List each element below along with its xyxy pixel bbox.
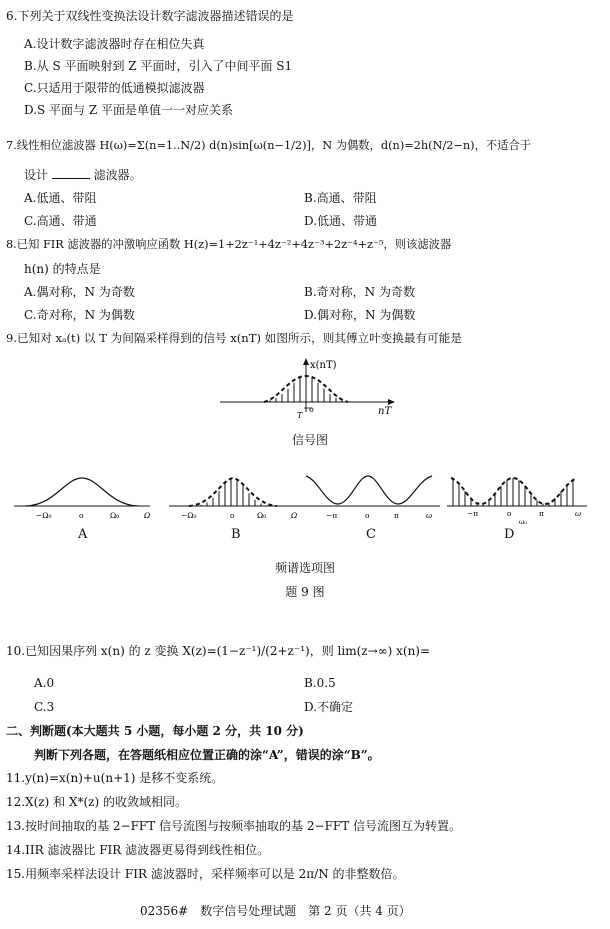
spectrum-b-label: B <box>231 527 241 542</box>
spectrum-a-curve <box>26 478 138 506</box>
q10-option-c: C.3 <box>34 700 55 714</box>
spectrum-d <box>443 470 593 528</box>
signal-origin: o <box>309 405 314 414</box>
q14: 14.IIR 滤波器比 FIR 滤波器更易得到线性相位。 <box>6 843 270 857</box>
q7-option-a: A.低通、带阻 <box>24 191 97 205</box>
signal-figure <box>220 352 400 422</box>
spectrum-d-envelope <box>451 478 577 504</box>
q11: 11.y(n)=x(n)+u(n+1) 是移不变系统。 <box>6 771 224 785</box>
spectrum-d-tick-pos: π <box>539 509 544 518</box>
spectrum-a-tick-pos: Ω₀ <box>110 511 120 520</box>
spectrum-caption: 频谱选项图 <box>274 561 335 575</box>
q8-option-d: D.偶对称，N 为偶数 <box>304 308 416 322</box>
spectrum-b-envelope <box>189 478 277 506</box>
spectrum-c-axis-label: ω <box>426 511 433 520</box>
q6-option-a: A.设计数字滤波器时存在相位失真 <box>24 37 205 51</box>
spectrum-c-curve <box>306 476 432 504</box>
signal-caption: 信号图 <box>291 433 328 447</box>
spectrum-c <box>300 470 445 522</box>
spectrum-a-axis-label: Ω <box>144 511 151 520</box>
spectrum-c-tick-neg: −π <box>326 511 338 520</box>
spectrum-d-w0: ω₀ <box>519 518 527 526</box>
signal-y-label: x(nT) <box>310 360 337 371</box>
section2-title: 二、判断题(本大题共 5 小题，每小题 2 分，共 10 分) <box>6 724 304 738</box>
q10-option-d: D.不确定 <box>304 700 354 714</box>
q6-option-d: D.S 平面与 Z 平面是单值一一对应关系 <box>24 103 234 117</box>
spectrum-b-axis-label: Ω <box>291 511 298 520</box>
q8-stem: 8.已知 FIR 滤波器的冲激响应函数 H(z)=1+2z⁻¹+4z⁻²+4z⁻³+2z⁻⁴+z⁻⁵，则该滤波器 <box>6 238 452 251</box>
signal-y-arrow <box>303 358 309 365</box>
spectrum-a-label: A <box>78 527 88 542</box>
q15: 15.用频率采样法设计 FIR 滤波器时，采样频率可以是 2π/N 的非整数倍。 <box>6 867 405 881</box>
spectrum-d-tick-neg: −π <box>467 509 479 518</box>
q7-option-d: D.低通、带通 <box>304 214 378 228</box>
signal-x-label: nT <box>378 406 392 417</box>
spectrum-d-label: D <box>504 527 515 542</box>
signal-t-label: T <box>297 411 303 420</box>
q10-option-b: B.0.5 <box>304 676 336 690</box>
spectrum-b-tick-origin: o <box>230 511 235 520</box>
spectrum-a-tick-neg: −Ω₀ <box>36 511 52 520</box>
spectrum-b <box>165 470 310 522</box>
q7-stem-line2 <box>24 166 142 184</box>
page-footer: 02356# 数字信号处理试题 第 2 页（共 4 页） <box>140 904 411 918</box>
spectrum-b-tick-neg: −Ω₀ <box>181 511 197 520</box>
q7-answer-blank <box>52 166 90 179</box>
q7-stem-filter: 滤波器。 <box>93 168 142 182</box>
signal-samples <box>270 376 342 402</box>
q7-option-c: C.高通、带通 <box>24 214 97 228</box>
q8-stem-line2: h(n) 的特点是 <box>24 262 101 276</box>
q7-stem-design: 设计 <box>24 168 49 182</box>
spectrum-a-tick-origin: o <box>79 511 84 520</box>
spectrum-c-label: C <box>366 527 376 542</box>
q8-option-b: B.奇对称，N 为奇数 <box>304 285 415 299</box>
q7-stem: 7.线性相位滤波器 H(ω)=Σ(n=1..N/2) d(n)sin[ω(n−1/2)]，N 为偶数，d(n)=2h(N/2−n)，不适合于 <box>6 139 532 152</box>
q7-option-b: B.高通、带阻 <box>304 191 377 205</box>
figure-caption: 题 9 图 <box>285 585 325 599</box>
q6-option-c: C.只适用于限带的低通模拟滤波器 <box>24 81 205 95</box>
q6-option-b: B.从 S 平面映射到 Z 平面时，引入了中间平面 S1 <box>24 59 293 73</box>
section2-instruction: 判断下列各题，在答题纸相应位置正确的涂“A”，错误的涂“B”。 <box>34 748 380 762</box>
q9-stem: 9.已知对 xₐ(t) 以 T 为间隔采样得到的信号 x(nT) 如图所示，则其傅立叶变换最有可能是 <box>6 331 462 345</box>
spectrum-c-tick-pos: π <box>394 511 399 520</box>
q6-stem: 6.下列关于双线性变换法设计数字滤波器描述错误的是 <box>6 9 294 23</box>
signal-x-arrow <box>388 399 395 405</box>
q8-option-a: A.偶对称，N 为奇数 <box>24 285 135 299</box>
spectrum-b-tick-pos: Ω₀ <box>257 511 267 520</box>
spectrum-d-axis-label: ω <box>575 509 582 518</box>
spectrum-b-samples <box>195 478 267 506</box>
q12: 12.X(z) 和 X*(z) 的收敛域相同。 <box>6 795 187 809</box>
q10-option-a: A.0 <box>34 676 55 690</box>
q13: 13.按时间抽取的基 2−FFT 信号流图与按频率抽取的基 2−FFT 信号流图互为转置。 <box>6 819 462 833</box>
spectrum-d-samples <box>453 478 573 506</box>
q10-stem: 10.已知因果序列 x(n) 的 z 变换 X(z)=(1−z⁻¹)/(2+z⁻¹)，则 lim(z→∞) x(n)= <box>6 644 431 658</box>
q8-option-c: C.奇对称，N 为偶数 <box>24 308 135 322</box>
spectrum-d-tick-origin: o <box>507 509 512 518</box>
spectrum-a <box>10 470 155 522</box>
spectrum-c-tick-origin: o <box>365 511 370 520</box>
